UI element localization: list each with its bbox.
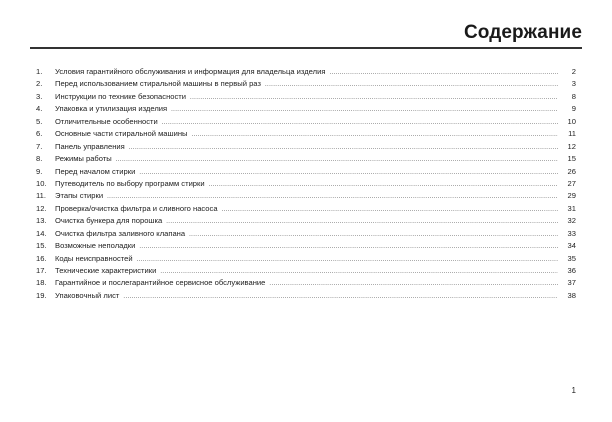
toc-entry-number: 13. bbox=[36, 216, 47, 226]
toc-entry-label: Условия гарантийного обслуживания и информация для владельца изделия bbox=[55, 67, 326, 76]
toc-entry-label: Очистка фильтра заливного клапана bbox=[55, 228, 186, 238]
toc-leader-dots bbox=[166, 216, 558, 228]
toc-entry-page: 9 bbox=[571, 104, 576, 114]
toc-entry[interactable] bbox=[36, 178, 576, 190]
toc-leader-dots bbox=[171, 104, 558, 116]
toc-leader-dots bbox=[137, 254, 558, 266]
toc-entry-page: 32 bbox=[567, 216, 576, 226]
toc-entry-label: Основные части стиральной машины bbox=[55, 129, 188, 139]
toc-entry-page: 27 bbox=[567, 178, 576, 188]
toc-leader-dots bbox=[139, 241, 558, 253]
toc-leader-dots bbox=[209, 179, 558, 191]
toc-entry[interactable] bbox=[36, 153, 576, 165]
toc-entry-page: 8 bbox=[571, 91, 576, 101]
toc-leader-dots bbox=[269, 278, 558, 290]
toc-entry-number: 19. bbox=[36, 290, 47, 300]
toc-entry-label: Возможные неполадки bbox=[55, 241, 136, 251]
toc-leader-dots bbox=[162, 117, 558, 129]
toc-entry-page: 3 bbox=[571, 79, 576, 89]
toc-entry[interactable] bbox=[36, 290, 576, 302]
toc-leader-dots bbox=[329, 67, 558, 79]
toc-leader-dots bbox=[190, 92, 558, 104]
toc-entry-number: 5. bbox=[36, 116, 43, 126]
toc-entry-label: Отличительные особенности bbox=[55, 116, 158, 126]
toc-entry-number: 2. bbox=[36, 79, 43, 89]
toc-entry[interactable] bbox=[36, 240, 576, 252]
toc-entry-page: 34 bbox=[567, 241, 576, 251]
toc-entry-page: 10 bbox=[567, 116, 576, 126]
toc-entry-label: Режимы работы bbox=[55, 154, 112, 164]
toc-entry[interactable] bbox=[36, 116, 576, 128]
toc-entry-label: Перед началом стирки bbox=[55, 166, 136, 176]
toc-entry-number: 6. bbox=[36, 129, 43, 139]
toc-entry-label: Коды неисправностей bbox=[55, 253, 133, 263]
toc-entry-label: Инструкции по технике безопасности bbox=[55, 91, 186, 101]
toc-entry-label: Упаковка и утилизация изделия bbox=[55, 104, 168, 114]
toc-leader-dots bbox=[265, 79, 558, 91]
toc-entry[interactable] bbox=[36, 91, 576, 103]
toc-entry-page: 26 bbox=[567, 166, 576, 176]
toc-entry-number: 11. bbox=[36, 191, 46, 201]
toc-entry-page: 2 bbox=[571, 67, 576, 76]
toc-entry-label: Панель управления bbox=[55, 141, 125, 151]
toc-entry-number: 18. bbox=[36, 278, 47, 288]
toc-leader-dots bbox=[192, 129, 559, 141]
toc-entry-number: 1. bbox=[36, 67, 43, 76]
toc-leader-dots bbox=[222, 204, 558, 216]
toc-leader-dots bbox=[123, 291, 558, 303]
toc-entry-number: 17. bbox=[36, 266, 47, 275]
toc-entry[interactable] bbox=[36, 78, 576, 90]
toc-entry[interactable] bbox=[36, 103, 576, 115]
toc-entry-page: 15 bbox=[567, 154, 576, 164]
toc-entry-number: 7. bbox=[36, 141, 43, 151]
toc-entry-label: Технические характеристики bbox=[55, 266, 157, 275]
page-title: Содержание bbox=[463, 22, 582, 43]
toc-entry[interactable] bbox=[36, 228, 576, 240]
toc-leader-dots bbox=[116, 154, 558, 166]
toc-entry[interactable] bbox=[36, 190, 576, 202]
toc-entry[interactable] bbox=[36, 141, 576, 153]
toc-entry-number: 14. bbox=[36, 228, 47, 238]
toc-entry-label: Перед использованием стиральной машины в первый раз bbox=[55, 79, 261, 89]
toc-entry-number: 15. bbox=[36, 241, 47, 251]
toc-entry-page: 31 bbox=[567, 203, 576, 213]
title-divider bbox=[30, 47, 582, 49]
toc-entry-label: Проверка/очистка фильтра и сливного насоса bbox=[55, 203, 218, 213]
toc-entry[interactable] bbox=[36, 203, 576, 215]
toc-leader-dots bbox=[189, 229, 558, 241]
toc-entry[interactable] bbox=[36, 215, 576, 227]
toc-entry-number: 10. bbox=[36, 178, 47, 188]
toc-entry-label: Упаковочный лист bbox=[55, 290, 120, 300]
toc-leader-dots bbox=[129, 142, 558, 154]
toc-entry[interactable] bbox=[36, 253, 576, 265]
toc-entry-page: 36 bbox=[567, 266, 576, 275]
toc-entry-page: 38 bbox=[567, 290, 576, 300]
toc-entry-number: 8. bbox=[36, 154, 43, 164]
toc-entry-label: Гарантийное и послегарантийное сервисное обслуживание bbox=[55, 278, 266, 288]
toc-entry-number: 9. bbox=[36, 166, 43, 176]
toc-entry[interactable] bbox=[36, 277, 576, 289]
toc-entry-page: 33 bbox=[567, 228, 576, 238]
toc-entry[interactable] bbox=[36, 265, 576, 277]
toc-entry-page: 11 bbox=[568, 129, 576, 139]
toc-entry-label: Этапы стирки bbox=[55, 191, 104, 201]
toc-entry-page: 12 bbox=[567, 141, 576, 151]
toc-entry-page: 37 bbox=[567, 278, 576, 288]
toc-entry[interactable] bbox=[36, 166, 576, 178]
toc-entry-label: Очистка бункера для порошка bbox=[55, 216, 163, 226]
toc-entry-label: Путеводитель по выбору программ стирки bbox=[55, 178, 205, 188]
table-of-contents bbox=[36, 66, 576, 302]
toc-entry-number: 3. bbox=[36, 91, 43, 101]
toc-entry-number: 16. bbox=[36, 253, 47, 263]
toc-entry-number: 12. bbox=[36, 203, 47, 213]
toc-entry-page: 29 bbox=[567, 191, 576, 201]
toc-entry-number: 4. bbox=[36, 104, 43, 114]
toc-entry[interactable] bbox=[36, 128, 576, 140]
page-number: 1 bbox=[571, 386, 576, 395]
toc-entry-page: 35 bbox=[567, 253, 576, 263]
toc-entry[interactable] bbox=[36, 66, 576, 78]
